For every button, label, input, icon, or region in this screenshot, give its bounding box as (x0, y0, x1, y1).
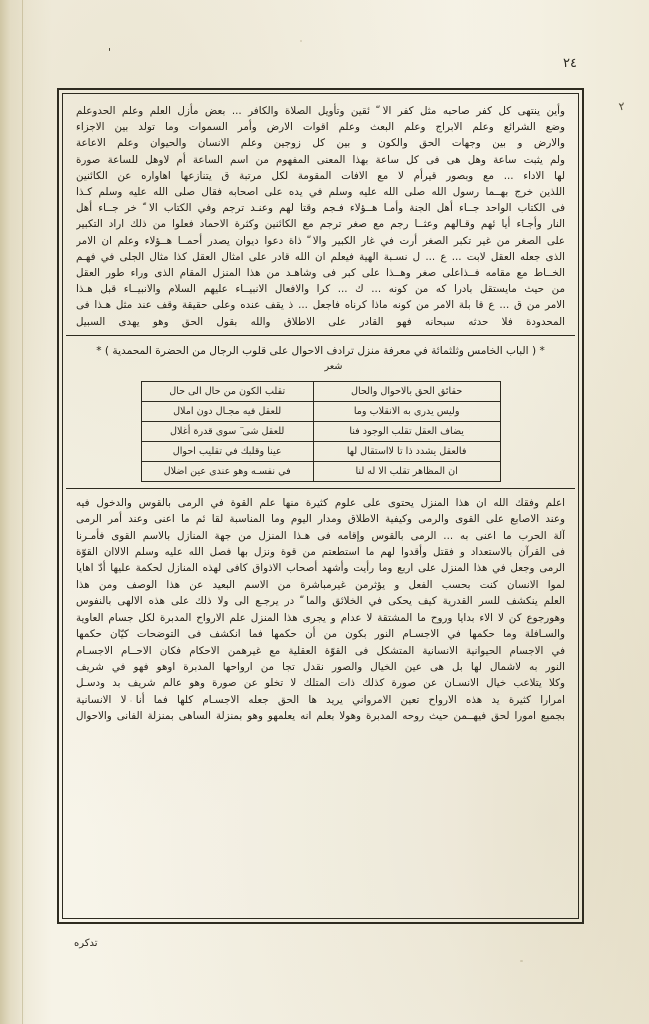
table-row (141, 381, 500, 401)
bottom-text-block (66, 489, 575, 731)
text-frame (57, 88, 584, 924)
text-line: وضع الشرائع وعلم الابراج وعلم البعث وعلم اقوات الارض وأمر السموات وما تولد بين الاجزاء (76, 121, 565, 134)
poem-section (66, 377, 575, 488)
text-line: المحدودة فلا حدثه سبحانه فهو القادر على الاطلاق والله بقول الحق وهو يهدى السبيل (76, 315, 565, 328)
poem-table (141, 381, 501, 482)
poem-hemistich-left: للعقل فيه مجـال دون املال (141, 401, 313, 421)
poem-hemistich-left: في نفسـه وهو عندى عين اضلال (141, 461, 313, 481)
text-line: والارض و بين وجهات الحق والكون و بين كل زوجين وعلم الانسان والحيوان وعلم الاعاعة (76, 137, 565, 150)
text-line: بجميع امورا لحق فيهــمن حيث روحه المدبرة وهولا بعلم انه يعلمهو وهو بمنزلة الساهى بمنزلة الفانى والاحوال (76, 710, 565, 723)
text-line: الامر من ق ... ع قا بلة الامر من كونه ماذا كرناه فاجعل ... ذ يقف عنده وعلى حقيقة وقف عند مثل هـذا فى (76, 299, 565, 312)
paper-speckle (520, 960, 523, 962)
text-line: والسـافلة وما حكمها في الاجسـام النور بكون من أن حكمها فما انكشف فى التوضحات كيّان حكمها (76, 628, 565, 641)
top-text-block (66, 97, 575, 335)
text-line: ولم يثبت ساعة وهل هى فى كل ساعة بهذا المعنى المفهوم من اسم الساعة أم لاوهل للساعة صورة (76, 153, 565, 166)
folio-number: ٢٤ (563, 56, 577, 71)
text-line: الرمى وجعل في هذا المنزل على اربع وما رأيت وأشهد أصحاب الاذواق كافى لهذه المنازل لحكمة عليها أدّ اهايا (76, 562, 565, 575)
text-line: وأين ينتهى كل كفر صاحبه مثل كفر الا ّ ئقين وتأويل الصلاة والكافر ... بعض مأزل العلم وعلم الحدوعلم (76, 105, 565, 117)
chapter-subtitle: شعر (324, 360, 343, 372)
text-line: الخــاط مع مقامه فــذاعلى صغر وهــذا على كبر فى وشاهـد من هذا المنزل المقام الذى وراء طور العقل (76, 267, 565, 280)
text-line: على الصغر من غير تكبر الصغر أرت في غار الكبير والا ّ ذاة دعوا ديوان يصدر أحمــا هــؤلاء وعلم ان الامر (76, 234, 565, 247)
text-line: اعلم وفقك الله ان هذا المنزل يحتوى على علوم كثيرة منها علم القوة في الرمى بالقوس والدخول فيه (76, 496, 565, 509)
text-line: اللذين خرج بهــما رسول الله صلى الله عليه وسلم في يده على اصحابه فقال صلى الله عليه وسلم كـذا (76, 186, 565, 199)
stray-ink-mark-top: ' (108, 46, 112, 59)
poem-hemistich-right: ان المظاهر تقلب الا له لنا (313, 461, 500, 481)
text-line: النور به لاشمال لها بل هى عين الخيال والصور نقدل تجا من ارواحها المدبرة اوهو فهو في شريف (76, 660, 565, 673)
text-line: آلة الحرب ما اعنى به ... الرمى بالقوس وإقامه فى هـذا المنزل من جهة المنازل بالاسم القوى فأمـرنا (76, 529, 565, 542)
chapter-heading (66, 336, 575, 377)
text-line: النار وأجـاء أيا ئهم وقـالهم وعثــا رجم مع صغر ترجم مع الكائنين وكثرة الاحماد فعلوا من ذلك اراد التكبير (76, 218, 565, 231)
poem-hemistich-left: للعقل شى ٓ سوى قدرة أغلال (141, 421, 313, 441)
text-line: من حيث مايستقل بادرا كه من كونه ... ك ... كرا والافعال الانبيــاء عليهم السلام والانبيــاء قبل هـذا (76, 283, 565, 296)
text-line: وهورجوع كن لا الاء بدايا وروح ما المشتقة لا عدام و يجرى هذا المنزل علم الارواح المدبرة لكل جسام العاوية (76, 611, 565, 624)
poem-hemistich-left: عينا وقلبك في تقليب احوال (141, 441, 313, 461)
text-line: لها الاداء ... مع وبصور قيرأم لا مع الافات المقومة لكل مرتبة ق يتنازعها اهاواره عن الكائنين (76, 169, 565, 182)
chapter-title: * ( الباب الخامس وثلثمائة في معرفة منزل ترادف الاحوال على قلوب الرجال من الحضرة المحمدية ) * (96, 344, 545, 357)
text-line: لموا الانسان كنت بحسب الفعل و يؤثرمن غيرمباشرة من الاسم البعيد عن هذا الوصف ومن هذا (76, 578, 565, 591)
text-line: العلم ينكشف للسر القدرية كيف يحكى في الخلائق والما ّ در يرجـع الى ولا ذلك على هذه الالهى بالنفوس (76, 595, 565, 608)
table-row (141, 421, 500, 441)
poem-hemistich-left: تقلب الكون من حال الى حال (141, 381, 313, 401)
poem-hemistich-right: وليس يدرى به الانقلاب وما (313, 401, 500, 421)
text-line: فى القرآن بالاستعداد و فقتل وأقدوا لهم ما استطعتم من قوة ونزل بها فصل الله عليه وسلم الالاان القوّة (76, 546, 565, 559)
table-row (141, 461, 500, 481)
stray-ink-mark-right: ٢ (617, 99, 627, 114)
text-line: في الاجسام الحيوانية الانسانية المتشكل فى القوّة العقلية مع غيرهمن الاحكام فكان الاحــام الاجسـام (76, 644, 565, 657)
paper-speckle (300, 40, 302, 42)
text-line: وعند الاصابع على القوى والرمى وكيفية الاطلاق ومدار اليوم وما المناسبة لقا ئم ما اعنى وعند أمر الرمى (76, 513, 565, 526)
text-frame-inner (66, 97, 575, 915)
poem-hemistich-right: يضاف العقل تقلب الوجود فنا (313, 421, 500, 441)
poem-hemistich-right: حقائق الحق بالاحوال والحال (313, 381, 500, 401)
catchword: تدكره (74, 938, 98, 949)
table-row (141, 401, 500, 421)
text-line: وكلا يتلاعب خيال الانسـان عن صورة كذلك ذات المتلك لا تخلو عن صورة وهو عالم شريف بد ودسـل (76, 677, 565, 690)
poem-hemistich-right: فالعقل يشدد ذا تا لااستقال لها (313, 441, 500, 461)
binding-line (22, 0, 23, 1024)
text-line: امرارا كثيرة يد هذه الارواح تعين الامرواني يريد ها الحق جعله الاجسـام كلها فما أنا لا الانسانية (76, 693, 565, 706)
text-line: الذى جعله العقل لابت ... ع ... ل نسـبة الهية فيعلم ان الله قادر على امثال العقل كذا مثال الجلى في فهـم (76, 250, 565, 263)
table-row (141, 441, 500, 461)
text-line: فى الكتاب الواحد جــاء أهل الجنة وأمـا هــؤلاء فـجم وقتا لهم وعنـد ترجم وفي الكتاب الا ّ خر جــاء أهل (76, 202, 565, 215)
